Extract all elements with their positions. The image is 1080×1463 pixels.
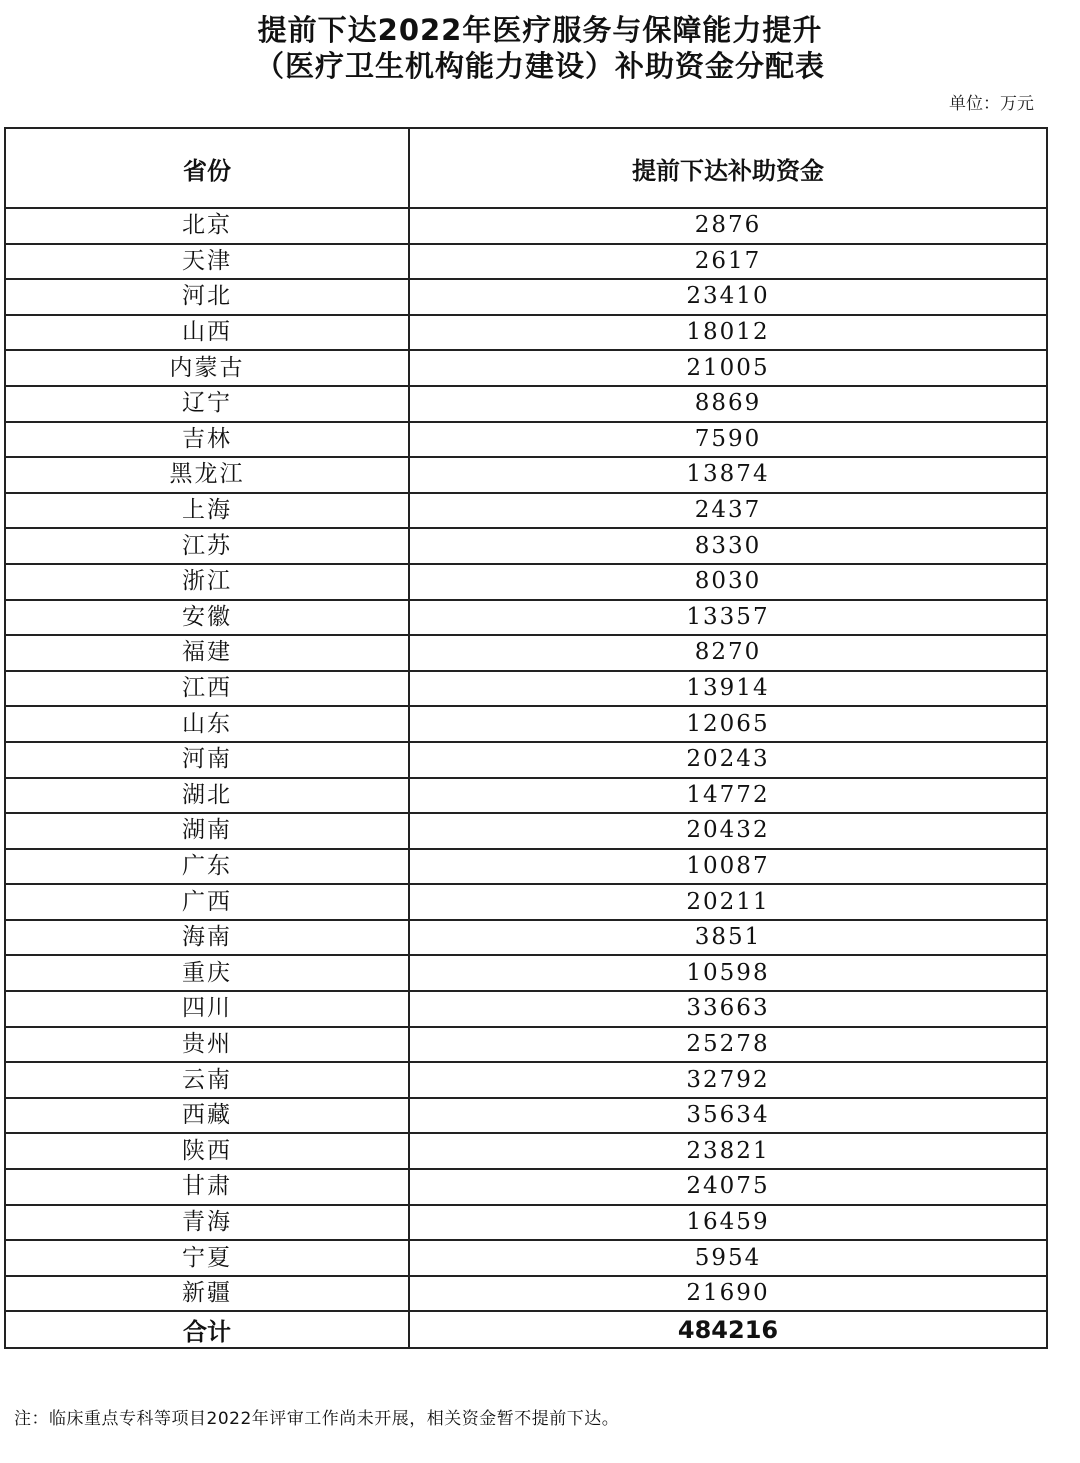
table-row: [5, 422, 1047, 458]
funding-cell: 13357: [409, 600, 1047, 636]
funding-cell: 8330: [409, 528, 1047, 564]
table-row: [5, 1133, 1047, 1169]
funding-cell: 10598: [409, 955, 1047, 991]
province-cell: 浙江: [5, 564, 409, 600]
province-cell: 青海: [5, 1205, 409, 1241]
footnote: 注：临床重点专科等项目2022年评审工作尚未开展，相关资金暂不提前下达。: [14, 1409, 620, 1429]
funding-cell: 16459: [409, 1205, 1047, 1241]
unit-label: 单位：万元: [949, 94, 1034, 114]
table-row: [5, 350, 1047, 386]
table-row: [5, 813, 1047, 849]
province-cell: 山东: [5, 706, 409, 742]
province-cell: 陕西: [5, 1133, 409, 1169]
province-cell: 甘肃: [5, 1169, 409, 1205]
table-row: [5, 742, 1047, 778]
province-cell: 江西: [5, 671, 409, 707]
header-province: 省份: [5, 128, 409, 208]
funding-cell: 23821: [409, 1133, 1047, 1169]
province-cell: 湖南: [5, 813, 409, 849]
document-title-line1: 提前下达2022年医疗服务与保障能力提升: [257, 13, 823, 47]
funding-cell: 24075: [409, 1169, 1047, 1205]
table-row: [5, 635, 1047, 671]
province-cell: 宁夏: [5, 1240, 409, 1276]
funding-cell: 7590: [409, 422, 1047, 458]
table-row: [5, 1062, 1047, 1098]
province-cell: 贵州: [5, 1027, 409, 1063]
table-row: [5, 279, 1047, 315]
funding-cell: 2876: [409, 208, 1047, 244]
province-cell: 内蒙古: [5, 350, 409, 386]
province-cell: 海南: [5, 920, 409, 956]
province-cell: 重庆: [5, 955, 409, 991]
table-row: [5, 493, 1047, 529]
province-cell: 北京: [5, 208, 409, 244]
province-cell: 天津: [5, 244, 409, 280]
funding-cell: 13914: [409, 671, 1047, 707]
province-cell: 吉林: [5, 422, 409, 458]
table-row: [5, 671, 1047, 707]
funding-cell: 32792: [409, 1062, 1047, 1098]
province-cell: 新疆: [5, 1276, 409, 1312]
province-cell: 河北: [5, 279, 409, 315]
funding-cell: 14772: [409, 778, 1047, 814]
table-row: [5, 564, 1047, 600]
funding-cell: 18012: [409, 315, 1047, 351]
table-row: [5, 457, 1047, 493]
province-cell: 安徽: [5, 600, 409, 636]
province-cell: 黑龙江: [5, 457, 409, 493]
funding-cell: 20243: [409, 742, 1047, 778]
funding-cell: 12065: [409, 706, 1047, 742]
table-row: [5, 528, 1047, 564]
table-row: [5, 1169, 1047, 1205]
province-cell: 福建: [5, 635, 409, 671]
table-header-row: [5, 128, 1047, 208]
funding-cell: 3851: [409, 920, 1047, 956]
table-row: [5, 208, 1047, 244]
funding-cell: 20432: [409, 813, 1047, 849]
province-cell: 上海: [5, 493, 409, 529]
table-row: [5, 1240, 1047, 1276]
province-cell: 西藏: [5, 1098, 409, 1134]
table-row: [5, 955, 1047, 991]
funding-cell: 2437: [409, 493, 1047, 529]
funding-cell: 13874: [409, 457, 1047, 493]
funding-cell: 21005: [409, 350, 1047, 386]
document-title-line2: （医疗卫生机构能力建设）补助资金分配表: [254, 49, 825, 83]
funding-cell: 20211: [409, 884, 1047, 920]
table-row: [5, 920, 1047, 956]
table-row: [5, 1205, 1047, 1241]
funding-cell: 35634: [409, 1098, 1047, 1134]
province-cell: 湖北: [5, 778, 409, 814]
table-row: [5, 1276, 1047, 1312]
table-row: [5, 1098, 1047, 1134]
funding-cell: 8869: [409, 386, 1047, 422]
table-row: [5, 315, 1047, 351]
province-cell: 四川: [5, 991, 409, 1027]
table-row: [5, 849, 1047, 885]
table-row: [5, 244, 1047, 280]
table-row: [5, 778, 1047, 814]
province-cell: 辽宁: [5, 386, 409, 422]
total-row: [5, 1311, 1047, 1348]
province-cell: 广东: [5, 849, 409, 885]
table-row: [5, 991, 1047, 1027]
funding-cell: 33663: [409, 991, 1047, 1027]
province-cell: 江苏: [5, 528, 409, 564]
province-cell: 云南: [5, 1062, 409, 1098]
province-cell: 广西: [5, 884, 409, 920]
funding-cell: 25278: [409, 1027, 1047, 1063]
funding-cell: 5954: [409, 1240, 1047, 1276]
header-funding: 提前下达补助资金: [409, 128, 1047, 208]
total-label: 合计: [5, 1311, 409, 1348]
table-row: [5, 1027, 1047, 1063]
table-row: [5, 600, 1047, 636]
total-value: 484216: [409, 1311, 1047, 1348]
province-cell: 山西: [5, 315, 409, 351]
funding-cell: 8270: [409, 635, 1047, 671]
table-row: [5, 706, 1047, 742]
province-cell: 河南: [5, 742, 409, 778]
funding-cell: 23410: [409, 279, 1047, 315]
table-row: [5, 884, 1047, 920]
allocation-table: [4, 127, 1048, 1349]
table-row: [5, 386, 1047, 422]
funding-cell: 21690: [409, 1276, 1047, 1312]
funding-cell: 10087: [409, 849, 1047, 885]
funding-cell: 2617: [409, 244, 1047, 280]
funding-cell: 8030: [409, 564, 1047, 600]
